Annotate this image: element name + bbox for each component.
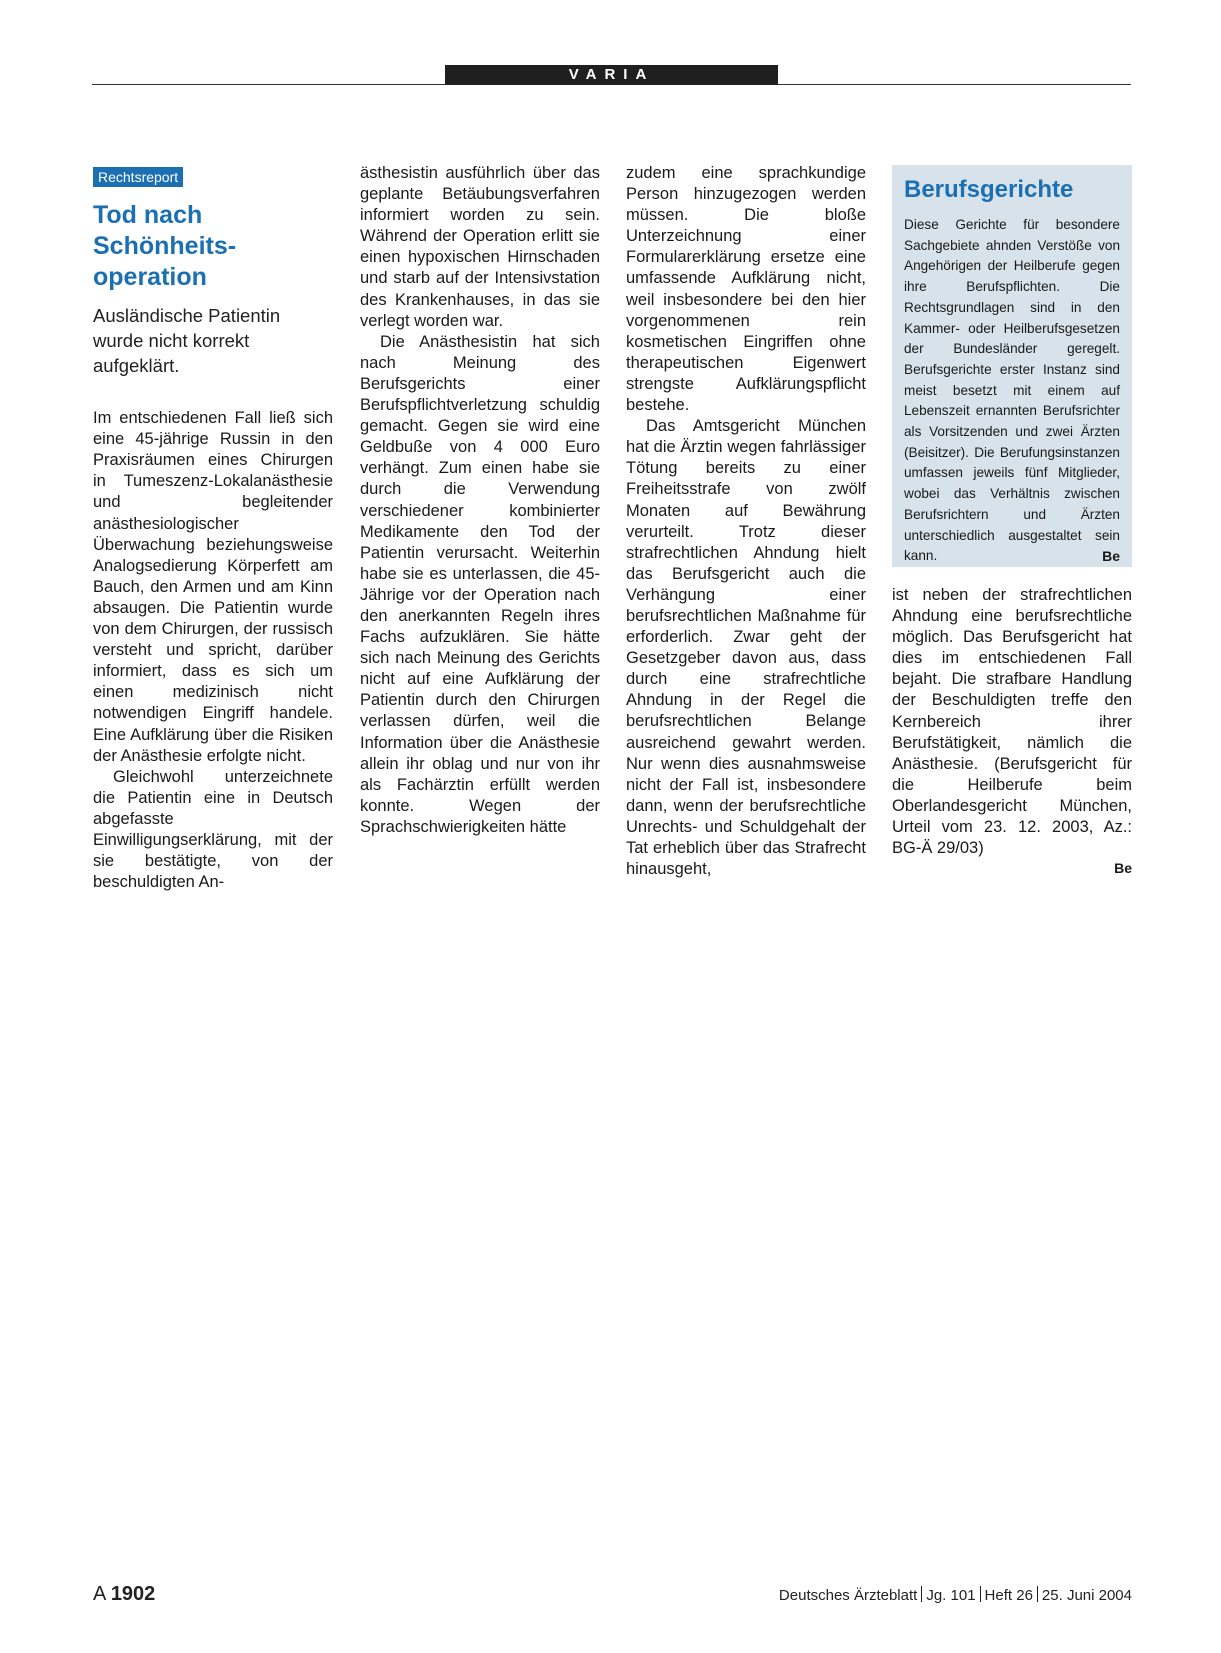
paragraph: Gleichwohl unterzeichnete die Patientin eine in Deutsch abgefasste Einwilligungserklärung, mit der sie bestätigte, von der beschuldigten An- bbox=[93, 767, 333, 892]
journal-footer bbox=[779, 1586, 1132, 1604]
info-box-text bbox=[904, 215, 1120, 567]
article-signature: Be bbox=[1114, 860, 1132, 877]
paragraph: zudem eine sprachkundige Person hinzugezogen werden müssen. Die bloße Unterzeichnung einer Formularerklärung ersetze eine umfassende Aufklärung nicht, weil insbesondere bei den hier vorgenommenen rein kosmetischen Eingriffen ohne therapeutischen Eigenwert strengste Aufklärungspflicht bestehe. bbox=[626, 164, 866, 415]
page-number-value: 1902 bbox=[110, 1583, 156, 1605]
info-box-signature: Be bbox=[1102, 548, 1120, 565]
divider bbox=[1037, 1586, 1038, 1602]
paragraph: Die Anästhesistin hat sich nach Meinung des Berufsgerichts einer Berufspflichtverletzung schuldig gemacht. Gegen sie wird eine Geldbuße von 4 000 Euro verhängt. Zum einen habe sie durch die Verwendung verschiedener kombinierter Medikamente den Tod der Patientin verursacht. Weiterhin habe sie es unterlassen, die 45-Jährige vor der Operation nach den anerkannten Regeln ihres Fachs aufzuklären. Sie hätte sich nach Meinung des Gerichts nicht auf eine Aufklärung der Patientin durch den Chirurgen verlassen dürfen, weil die Information über die Anästhesie allein ihr oblag und nur von ihr als Fachärztin erfüllt werden konnte. Wegen der Sprachschwierigkeiten hätte bbox=[360, 332, 600, 836]
page-prefix: A bbox=[93, 1583, 106, 1605]
divider bbox=[921, 1586, 922, 1602]
page-number bbox=[93, 1583, 155, 1606]
section-label: VARIA bbox=[445, 65, 778, 85]
article-subtitle: Ausländische Patientin wurde nicht korrekt aufgeklärt. bbox=[93, 305, 281, 377]
journal-issue: Heft 26 bbox=[984, 1587, 1033, 1604]
article-column-2 bbox=[360, 163, 600, 838]
article-column-4 bbox=[892, 585, 1132, 877]
journal-date: 25. Juni 2004 bbox=[1041, 1587, 1132, 1604]
paragraph: Im entschiedenen Fall ließ sich eine 45-jährige Russin in den Praxisräumen eines Chirurgen in Tumeszenz-Lokalanästhesie und begleitender anästhesiologischer Überwachung beziehungsweise Analogsedierung Körperfett am Bauch, den Armen und am Kinn absaugen. Die Patientin wurde von dem Chirurgen, der russisch versteht und spricht, darüber informiert, dass es sich um einen medizinisch nicht notwendigen Eingriff handele. Eine Aufklärung über die Risiken der Anästhesie erfolgte nicht. bbox=[93, 409, 333, 765]
category-tag: Rechtsreport bbox=[93, 167, 183, 187]
article-column-3 bbox=[626, 163, 866, 880]
paragraph: Das Amtsgericht München hat die Ärztin wegen fahrlässiger Tötung bereits zu einer Freiheitsstrafe von zwölf Monaten auf Bewährung verurteilt. Trotz dieser strafrechtlichen Ahndung hielt das Berufsgericht auch die Verhängung einer berufsrechtlichen Maßnahme für erforderlich. Zwar geht der Gesetzgeber davon aus, dass durch eine strafrechtliche Ahndung in der Regel die berufsrechtlichen Belange ausreichend gewahrt werden. Nur wenn dies ausnahmsweise nicht der Fall ist, insbesondere dann, wenn der berufsrechtliche Unrechts- und Schuldgehalt der Tat erheblich über das Strafrecht hinausgeht, bbox=[626, 417, 866, 879]
article-title: Tod nach Schönheits-operation bbox=[93, 201, 237, 292]
info-box-body: Diese Gerichte für besondere Sachgebiete ahnden Verstöße von Angehörigen der Heilberufe gegen ihre Berufspflichten. Die Rechtsgrundlagen sind in den Kammer- oder Heilberufsgesetzen der Bundesländer geregelt. Berufsgerichte erster Instanz sind meist besetzt mit einem auf Lebenszeit ernannten Berufsrichter als Vorsitzenden und zwei Ärzten (Beisitzer). Die Berufungsinstanzen umfassen jeweils fünf Mitglieder, wobei das Verhältnis zwischen Berufsrichtern und Ärzten unterschiedlich ausgestaltet sein kann. bbox=[904, 217, 1120, 564]
journal-volume: Jg. 101 bbox=[926, 1587, 976, 1604]
article-column-1 bbox=[93, 167, 333, 893]
info-box-title: Berufsgerichte bbox=[904, 176, 1074, 203]
journal-name: Deutsches Ärzteblatt bbox=[778, 1587, 918, 1604]
paragraph: ästhesistin ausführlich über das geplante Betäubungsverfahren informiert worden zu sein. Während der Operation erlitt sie einen hypoxischen Hirnschaden und starb auf der Intensivstation des Krankenhauses, in das sie verlegt worden war. bbox=[360, 164, 600, 330]
divider bbox=[980, 1586, 981, 1602]
paragraph: ist neben der strafrechtlichen Ahndung eine berufsrechtliche möglich. Das Berufsgericht hat dies im entschiedenen Fall bejaht. Die strafbare Handlung der Beschuldigten treffe den Kernbereich ihrer Berufstätigkeit, nämlich die Anästhesie. (Berufsgericht für die Heilberufe beim Oberlandesgericht München, Urteil vom 23. 12. 2003, Az.: BG-Ä 29/03) bbox=[892, 586, 1132, 858]
info-box bbox=[892, 165, 1132, 567]
